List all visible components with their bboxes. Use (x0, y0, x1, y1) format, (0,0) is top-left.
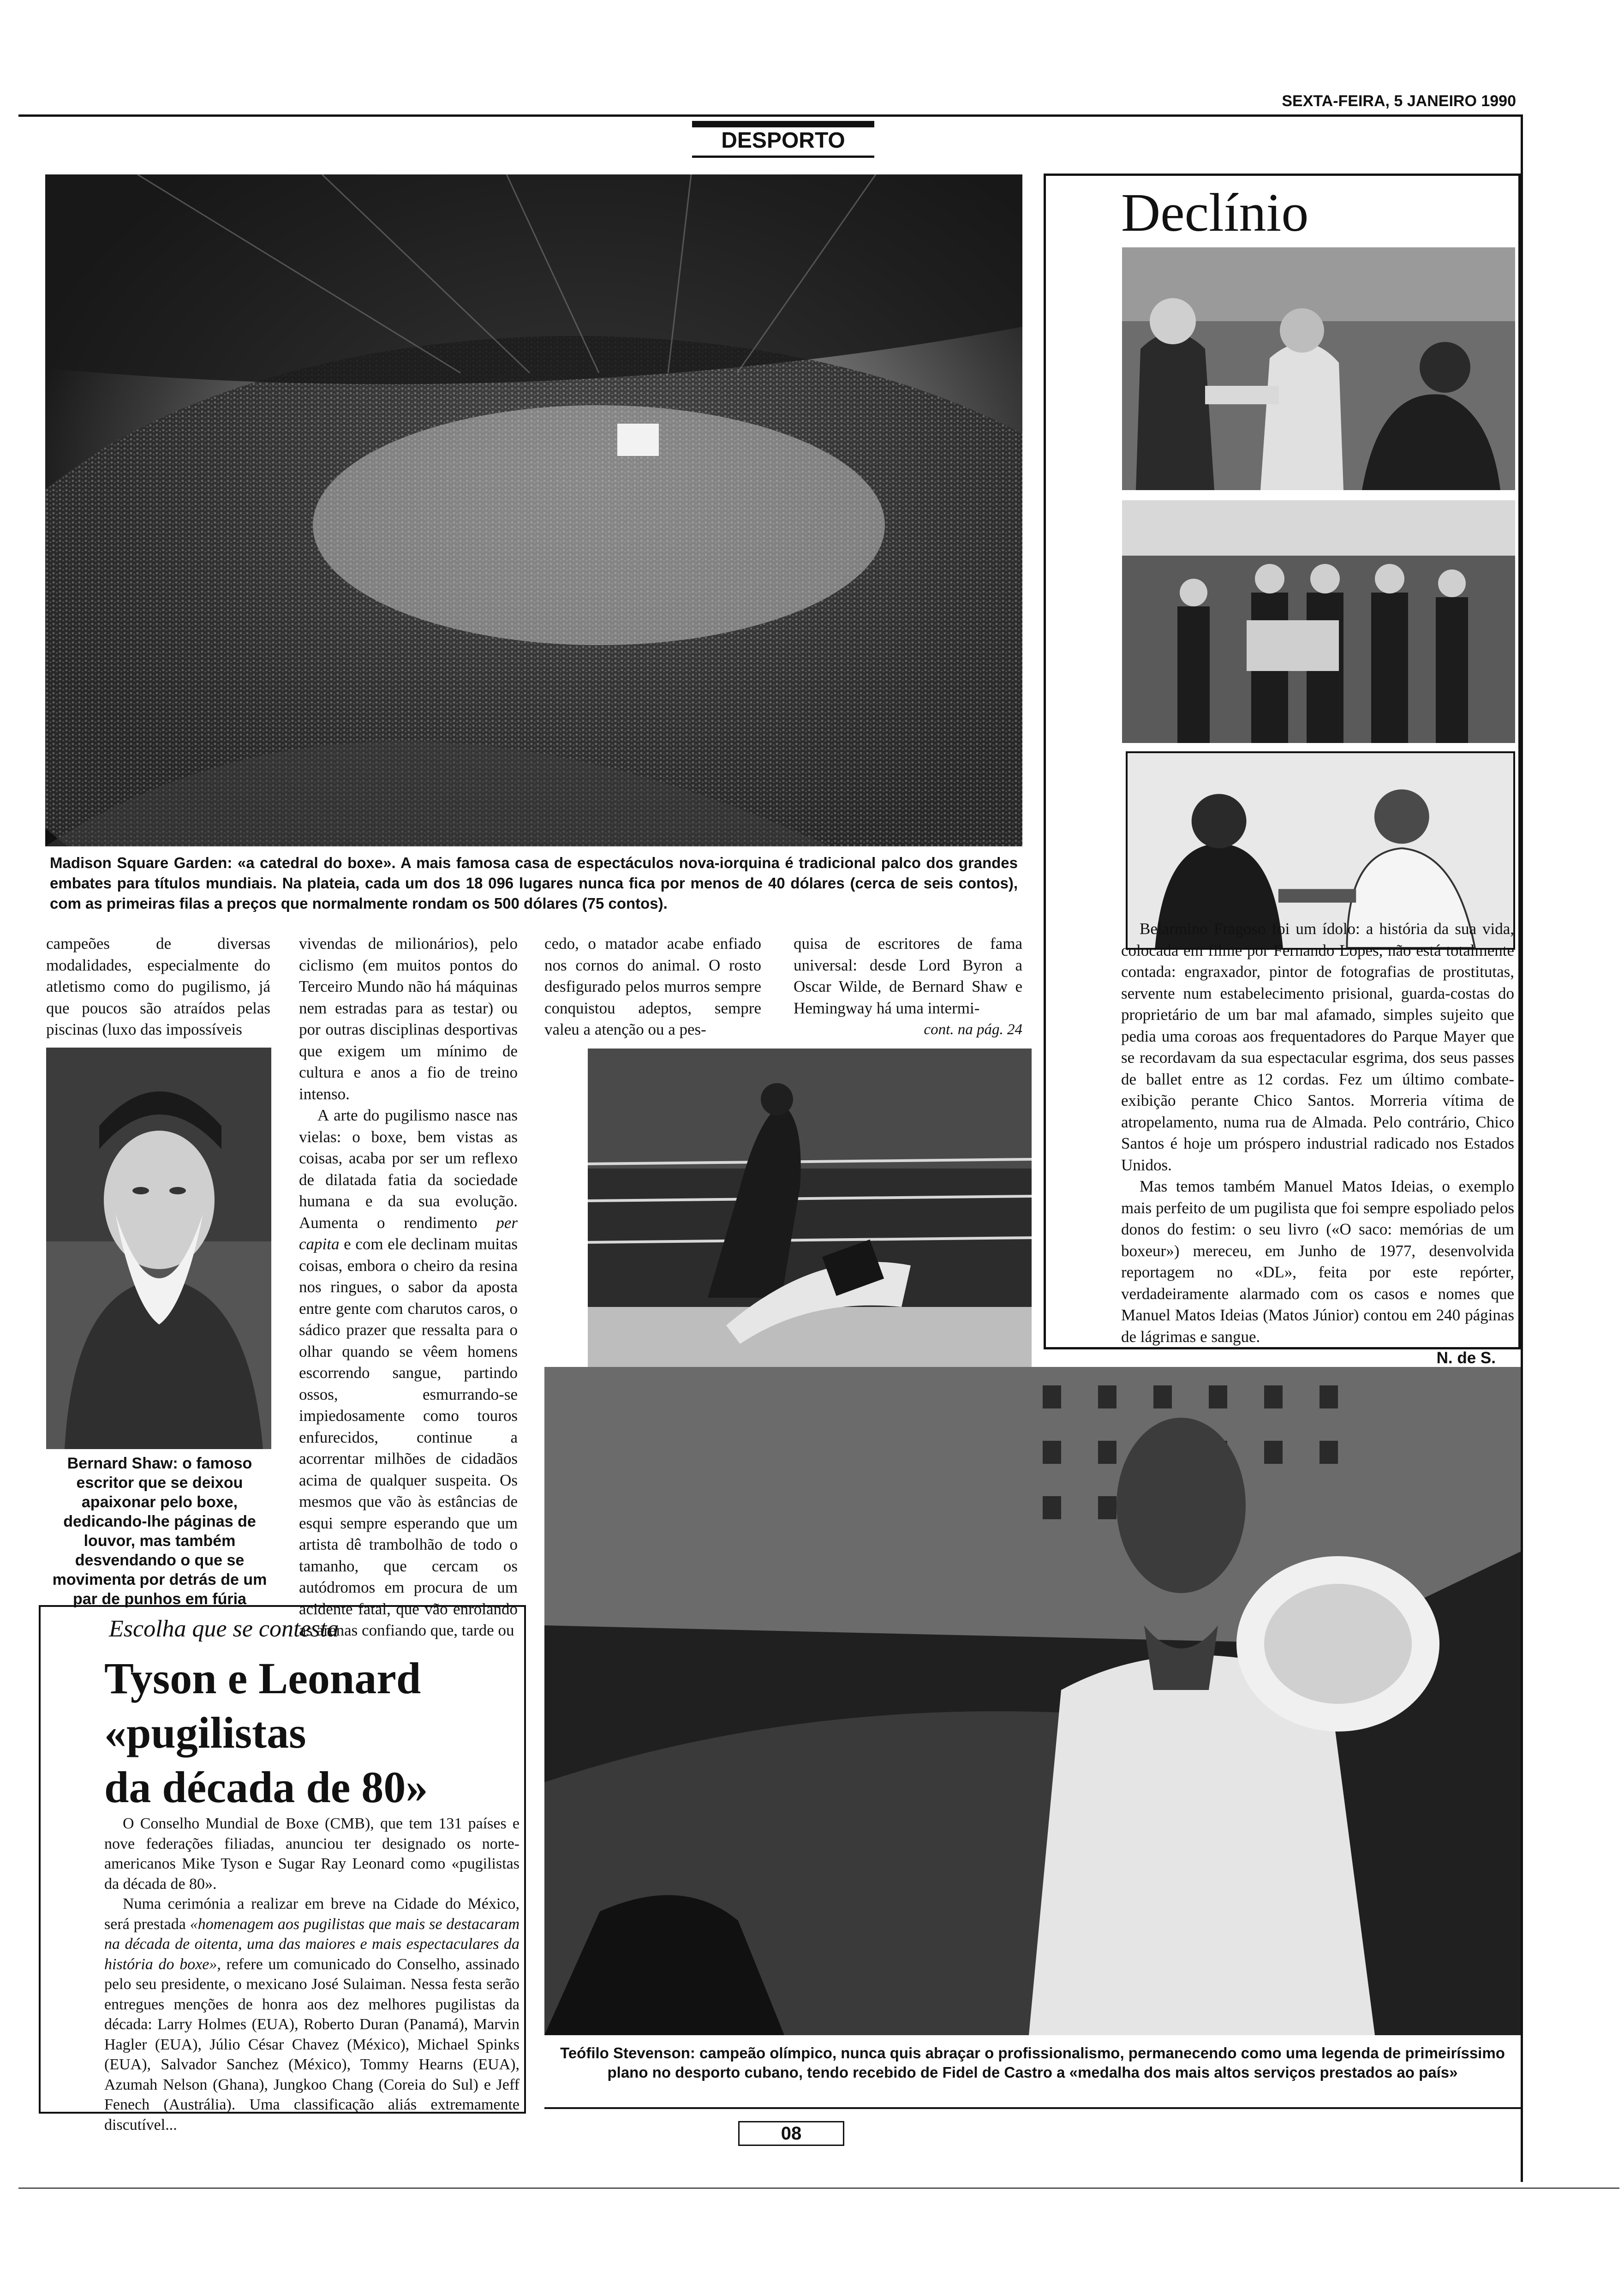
article-column-1 (46, 933, 270, 1041)
article-col3-text: cedo, o matador acabe enfiado nos cornos do animal. O rosto desfigurado pelos murros sempre conquistou adeptos, sempre valeu a atenção ou a pes- (544, 935, 761, 1038)
article-column-3 (544, 933, 761, 1041)
tyson-kicker: Escolha que se contesta (109, 1616, 339, 1642)
declinio-signature: N. de S. (1436, 1349, 1496, 1367)
bernard-shaw-photo (46, 1048, 271, 1449)
tyson-headline-line-1: Tyson e Leonard (104, 1654, 421, 1703)
madison-caption: Madison Square Garden: «a catedral do boxe». A mais famosa casa de espectáculos nova-iorquina é tradicional palco dos grandes embates para títulos mundiais. Na plateia, cada um dos 18 096 lugares nunca fica por menos de 40 dólares (cerca de seis contos), com as primeiras filas a preços que normalmente rondam os 500 dólares (75 contos). (50, 854, 1018, 912)
arena-image (45, 174, 1022, 846)
declinio-photo-1 (1122, 247, 1515, 490)
stevenson-image (544, 1367, 1521, 2035)
page-date: SEXTA-FEIRA, 5 JANEIRO 1990 (1282, 92, 1516, 110)
tyson-body (104, 1814, 519, 2135)
article-col4-text: quisa de escritores de fama universal: desde Lord Byron a Oscar Wilde, de Bernard Shaw e Hemingway há uma intermi- (794, 935, 1022, 1017)
header-rule-right (1521, 114, 1523, 2182)
article-col2-p1: vivendas de milionários), pelo ciclismo (em muitos pontos do Terceiro Mundo não há máquinas nem estradas para as testar) ou por outras disciplinas desportivas que exigem um mínimo de cultura e anos a fio de treino intenso. (299, 935, 518, 1103)
article-col1-text: campeões de diversas modalidades, especialmente do atletismo como do pugilismo, já que poucos são atraídos pelas piscinas (luxo das impossíveis (46, 935, 270, 1038)
stevenson-bottom-rule (544, 2107, 1522, 2109)
madison-square-garden-photo (45, 174, 1022, 846)
stevenson-photo (544, 1367, 1521, 2035)
tyson-p1: O Conselho Mundial de Boxe (CMB), que tem 131 países e nove federações filiadas, anunciou ter designado os norte-americanos Mike Tyson e Sugar Ray Leonard como «pugilistas da década de 80». (104, 1815, 519, 1893)
boxing-ring-photo (588, 1049, 1032, 1373)
article-column-4 (794, 933, 1022, 1041)
declinio-text (1121, 918, 1514, 1369)
tyson-headline-line-2: «pugilistas (104, 1708, 306, 1757)
article-col2-p2: A arte do pugilismo nasce nas vielas: o boxe, bem vistas as coisas, acaba por ser um reflexo de dilatada fatia da sociedade humana e da sua evolução. Aumenta o rendimento per capita e com ele declinam muitas coisas, embora o cheiro da resina nos ringues, o sabor da aposta entre gente com charutos caros, o sádico prazer que ressalta para o olhar quando se vêem homens escorrendo sangue, partindo ossos, esmurrando-se impiedosamente como touros enfurecidos, continue a acorrentar milhões de cidadãos acima de qualquer suspeita. Os mesmos que vão às estâncias de esqui sempre esperando que um artista dê trambolhão de todo o tamanho, que cercam os autódromos em procura de um acidente fatal, que vão enrolando as arenas confiando que, tarde ou (299, 1106, 518, 1639)
page-number-value: 08 (781, 2123, 802, 2144)
declinio-p2: Mas temos também Manuel Matos Ideias, o exemplo mais perfeito de um pugilista que foi sempre espoliado pelos donos do festim: o seu livro («O saco: memórias de um boxeur») mereceu, em Junho de 1977, desenvolvida reportagem no «DL», feita por este repórter, verdadeiramente alarmado com os casos e nomes que Manuel Matos Ideias (Matos Júnior) contou em 240 páginas de lágrimas e sangue. (1121, 1177, 1514, 1346)
shaw-portrait (46, 1048, 271, 1449)
boxers-group-image (1122, 500, 1515, 743)
section-title: DESPORTO (721, 128, 845, 153)
header-rule (18, 114, 1522, 117)
knockdown-image (588, 1049, 1032, 1373)
tyson-p2: Numa cerimónia a realizar em breve na Cidade do México, será prestada «homenagem aos pugilistas que mais se destacaram na década de oitenta, uma das maiores e mais espectaculares da história do boxe», refere um comunicado do Conselho, assinado pelo seu presidente, o mexicano José Sulaiman. Nessa festa serão entregues menções de honra aos dez melhores pugilistas da década: Larry Holmes (EUA), Roberto Duran (Panamá), Marvin Hagler (EUA), Júlio César Chavez (México), Michael Spinks (EUA), Salvador Sanchez (México), Tommy Hearns (EUA), Azumah Nelson (Ghana), Jungkoo Chang (Coreia do Sul) e Jeff Fenech (Austrália). Uma classificação aliás extremamente discutível... (104, 1895, 519, 2133)
declinio-title: Declínio (1121, 182, 1309, 243)
tyson-headline-line-3: da década de 80» (104, 1762, 428, 1812)
stevenson-caption: Teófilo Stevenson: campeão olímpico, nunca quis abraçar o profissionalismo, permanecendo como uma legenda de primeiríssimo plano no desporto cubano, tendo recebido de Fidel de Castro a «medalha dos mais altos serviços prestados ao país» (560, 2044, 1505, 2081)
page-bottom-rule (18, 2187, 1619, 2189)
page-number (738, 2121, 844, 2146)
shaw-caption: Bernard Shaw: o famoso escritor que se deixou apaixonar pelo boxe, dedicando-lhe páginas de louvor, mas também desvendando o que se movimenta por detrás de um par de punhos em fúria (52, 1455, 267, 1608)
tyson-headline (104, 1651, 519, 1815)
belarmino-scene-image (1122, 247, 1515, 490)
article-column-2 (299, 933, 518, 1642)
declinio-photo-2 (1122, 500, 1515, 743)
declinio-p1: Belarmino Fragoso foi um ídolo: a história da sua vida, colocada em filme por Fernando Lopes, não está totalmente contada: engraxador, pintor de fotografias de prostitutas, servente num estabelecimento prisional, guarda-costas do proprietário de um bar mal afamado, simples sujeito que pedia uma coroas aos frequentadores do Parque Mayer que se recordavam da sua espectacular esgrima, dos seus passes de ballet entre as 12 cordas. Fez um último combate-exibição perante Chico Santos. Morreria vítima de atropelamento, numa rua de Almada. Pelo contrário, Chico Santos é hoje um próspero industrial radicado nos Estados Unidos. (1121, 920, 1514, 1174)
section-label (692, 121, 874, 158)
continued-note: cont. na pág. 24 (924, 1021, 1022, 1038)
